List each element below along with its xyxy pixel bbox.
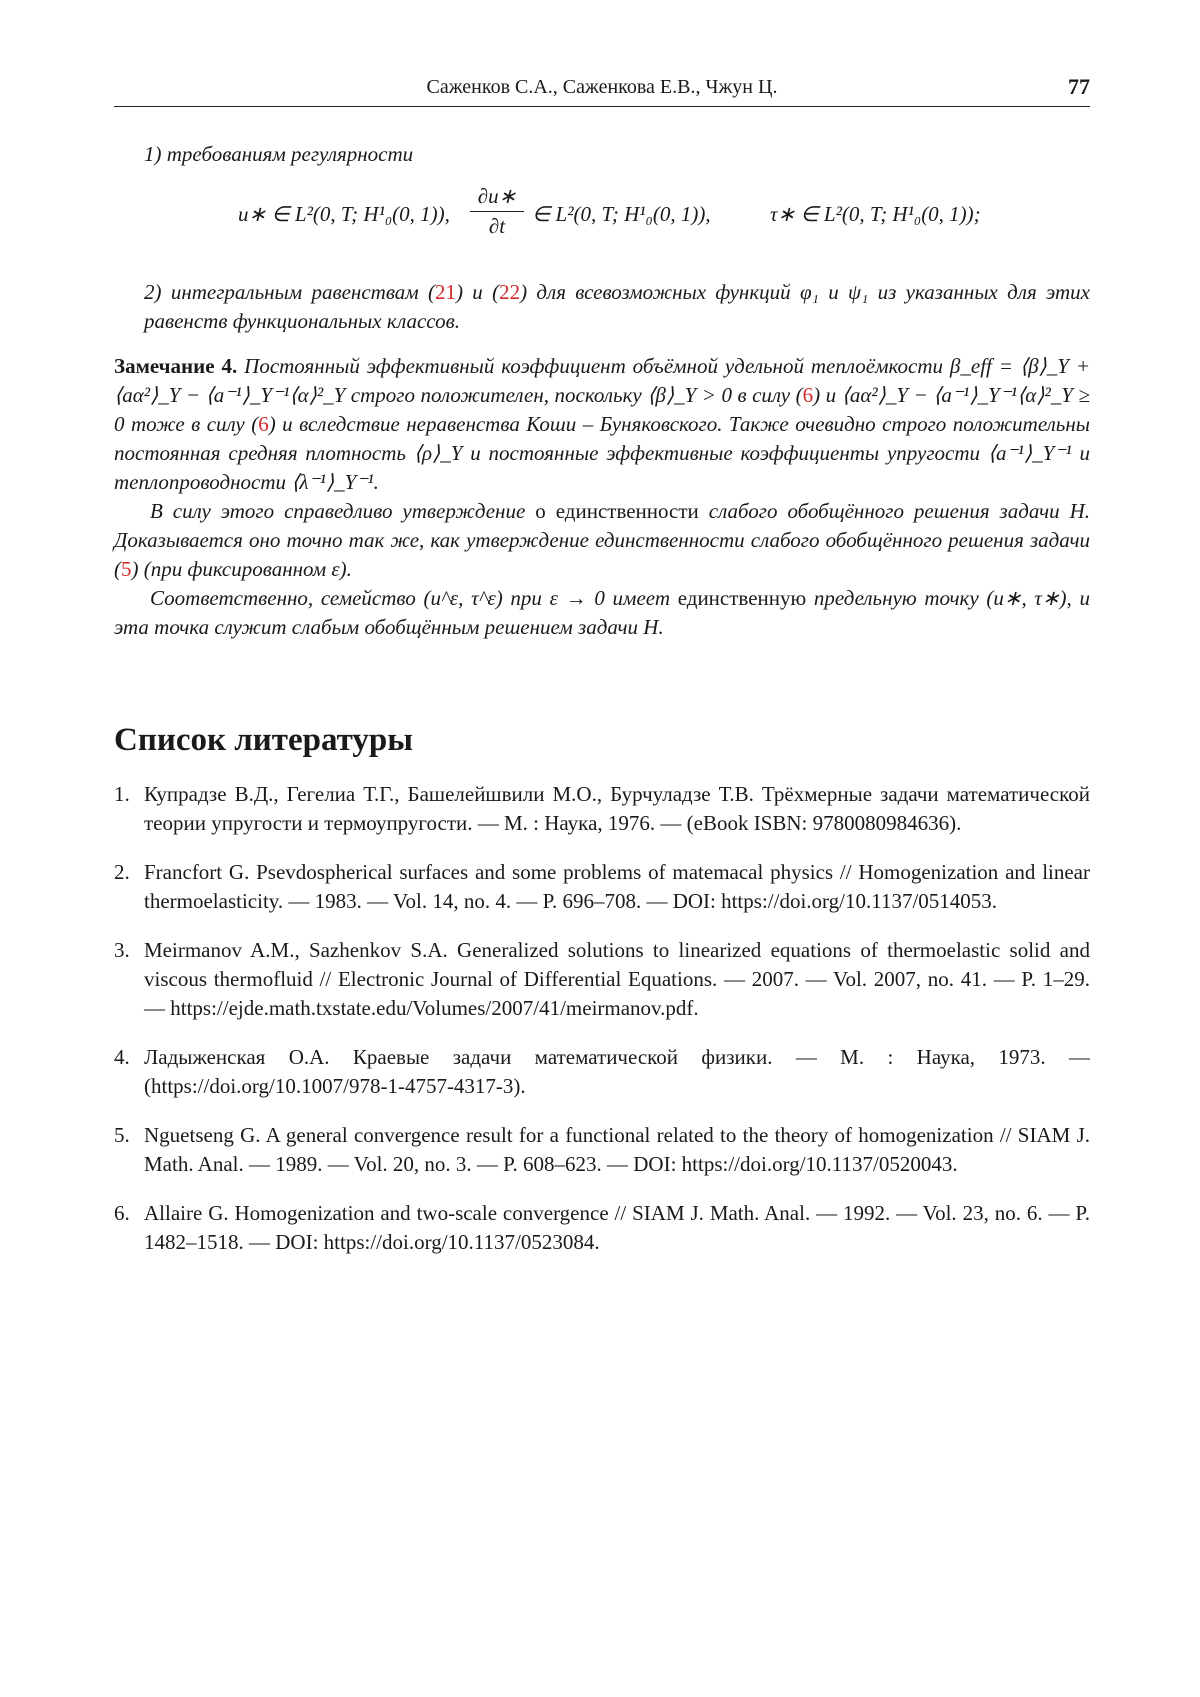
regularity-formula [238,184,1068,244]
remark-title: Замечание 4. [114,354,237,378]
formula-part-tau: τ∗ ∈ L²(0, T; H¹₀(0, 1)); [770,202,981,227]
remark-text: ) (при фиксированном ε). [132,557,352,581]
equation-link[interactable]: 6 [803,383,814,407]
item-label: 1) [144,142,162,166]
reference-entry [114,1121,1090,1179]
reference-text: Meirmanov A.M., Sazhenkov S.A. Generalized solutions to linearized equations of thermoelastic solid and viscous thermofluid // Electronic Journal of Differential Equations. — 2007. — Vol. 2007, no. 41. — P. 1–29. — https://ejde.math.txstate.edu/Volumes/2007/41/meirmanov.pdf. [144,938,1090,1020]
remark-text: слабого обобщённого решения задачи H. Доказывается оно точно так же, как утверждение единственности слабого обобщённого решения задачи ( [114,499,1090,581]
remark-text: единственную [670,586,814,610]
formula-part-u: u∗ ∈ L²(0, T; H¹₀(0, 1)), [238,202,450,227]
item-label: 2) [144,280,162,304]
reference-text: Nguetseng G. A general convergence result for a functional related to the theory of homogenization // SIAM J. Math. Anal. — 1989. — Vol. 20, no. 3. — P. 608–623. — DOI: https://doi.org/10.1137/0520043. [144,1123,1090,1176]
remark-text: о единственности [525,499,708,523]
fraction-numerator: ∂u∗ [470,184,524,212]
reference-text: Ладыженская О.А. Краевые задачи математической физики. — М. : Наука, 1973. — (https://doi.org/10.1007/978-1-4757-4317-3). [144,1045,1090,1098]
reference-number: 3. [114,936,130,965]
reference-text: Купрадзе В.Д., Гегелиа Т.Г., Башелейшвили М.О., Бурчуладзе Т.В. Трёхмерные задачи математической теории упругости и термоупругости. — М. : Наука, 1976. — (eBook ISBN: 9780080984636). [144,782,1090,835]
list-item-integral [144,278,1090,336]
equation-link[interactable]: 6 [258,412,269,436]
remark-text: ) и ⟨aα²⟩_Y − ⟨a⁻¹⟩_Y⁻¹⟨α⟩²_Y ≥ 0 тоже в силу ( [114,383,1090,436]
equation-link[interactable]: 22 [499,280,520,304]
reference-number: 5. [114,1121,130,1150]
references-heading: Список литературы [114,722,413,759]
reference-text: Francfort G. Psevdospherical surfaces and some problems of matemacal physics // Homogenization and linear thermoelasticity. — 1983. — Vol. 14, no. 4. — P. 696–708. — DOI: https://doi.org/10.1137/0514053. [144,860,1090,913]
remark-paragraph [114,352,1090,497]
item-text: интегральным равенствам ( [171,280,435,304]
reference-number: 4. [114,1043,130,1072]
remark-text: В силу этого справедливо утверждение [150,499,525,523]
reference-number: 1. [114,780,130,809]
formula-part-dudt: ∈ L²(0, T; H¹₀(0, 1)), [532,202,711,227]
remark-text: Постоянный эффективный коэффициент объёмной удельной теплоёмкости β_eff = ⟨β⟩_Y + ⟨aα²⟩_Y − ⟨a⁻¹⟩_Y⁻¹⟨α⟩²_Y строго положителен, поскольку ⟨β⟩_Y > 0 в силу ( [114,354,1090,407]
reference-text: Allaire G. Homogenization and two-scale convergence // SIAM J. Math. Anal. — 1992. — Vol. 23, no. 6. — P. 1482–1518. — DOI: https://doi.org/10.1137/0523084. [144,1201,1090,1254]
item-text: требованиям регулярности [167,142,413,166]
item-text: ) и ( [456,280,499,304]
running-header [114,76,1090,107]
remark-paragraph [114,584,1090,642]
reference-entry [114,936,1090,1023]
remark-text: Соответственно, семейство (u^ε, τ^ε) при ε → 0 имеет [150,586,670,610]
page-number: 77 [1068,74,1090,100]
reference-number: 2. [114,858,130,887]
formula-fraction [470,184,524,239]
item-text: ) для всевозможных функций φ₁ и ψ₁ из указанных для этих равенств функциональных классов. [144,280,1090,333]
remark-text: предельную точку (u∗, τ∗), и эта точка служит слабым обобщённым решением задачи H. [114,586,1090,639]
reference-number: 6. [114,1199,130,1228]
remark-text: ) и вследствие неравенства Коши – Буняковского. Также очевидно строго положительны постоянная средняя плотность ⟨ρ⟩_Y и постоянные эффективные коэффициенты упругости ⟨a⁻¹⟩_Y⁻¹ и теплопроводности ⟨λ⁻¹⟩_Y⁻¹. [114,412,1090,494]
remark-paragraph [114,497,1090,584]
reference-list [114,780,1090,1277]
reference-entry [114,1043,1090,1101]
equation-link[interactable]: 5 [121,557,132,581]
fraction-denominator: ∂t [470,212,524,239]
reference-entry [114,1199,1090,1257]
remark-4 [114,352,1090,642]
header-authors: Саженков С.А., Саженкова Е.В., Чжун Ц. [114,76,1090,99]
paper-page [0,0,1200,1697]
list-item-regularity [144,140,1090,169]
reference-entry [114,858,1090,916]
equation-link[interactable]: 21 [435,280,456,304]
reference-entry [114,780,1090,838]
